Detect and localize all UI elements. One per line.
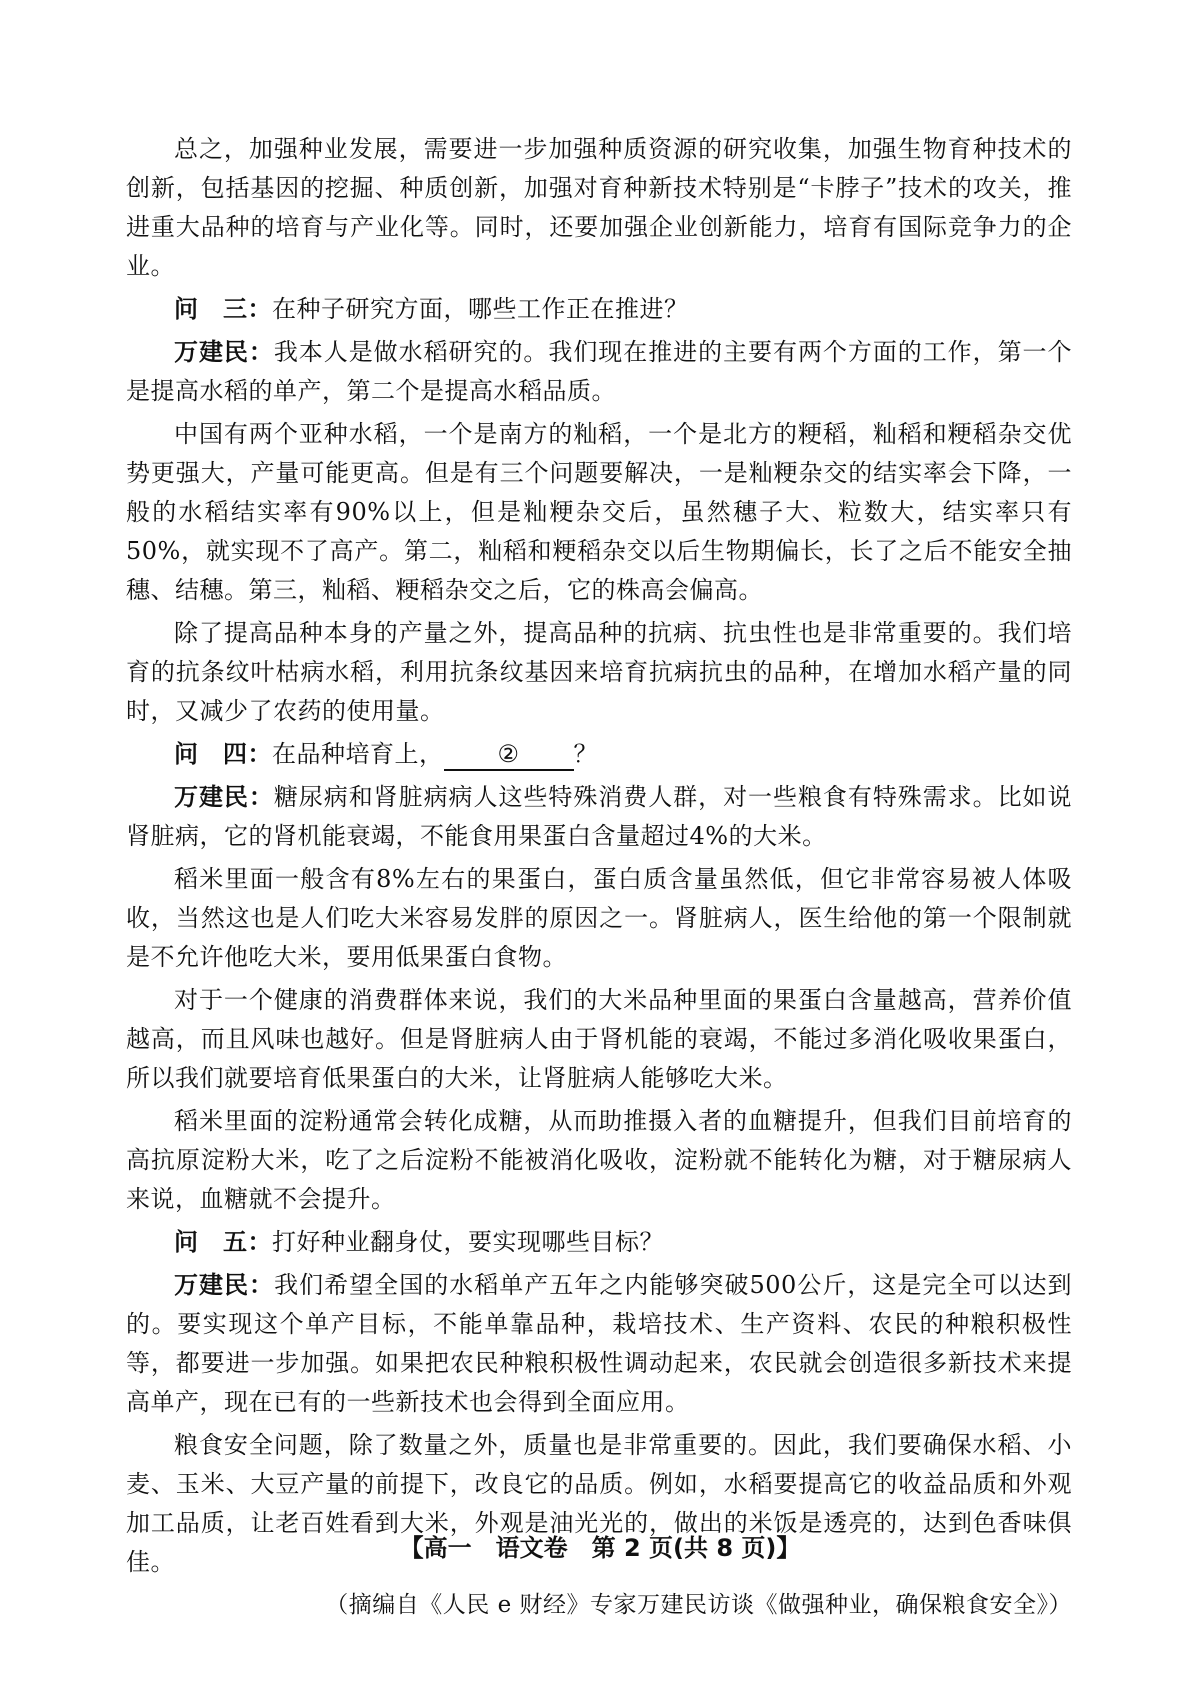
answer-four: [126, 778, 1072, 856]
question-five: [126, 1223, 1072, 1262]
paragraph-subspecies: 中国有两个亚种水稻，一个是南方的籼稻，一个是北方的粳稻，籼稻和粳稻杂交优势更强大，产量可能更高。但是有三个问题要解决，一是籼粳杂交的结实率会下降，一般的水稻结实率有90%以上，但是籼粳杂交后，虽然穗子大、粒数大，结实率只有50%，就实现不了高产。第二，籼稻和粳稻杂交以后生物期偏长，长了之后不能安全抽穗、结穗。第三，籼稻、粳稻杂交之后，它的株高会偏高。: [126, 420, 1072, 604]
speaker-label: 万建民：: [174, 783, 274, 811]
speaker-label: 问 三：: [174, 295, 272, 323]
speaker-label: 万建民：: [174, 338, 274, 366]
answer-text: 我们希望全国的水稻单产五年之内能够突破500公斤，这是完全可以达到的。要实现这个单产目标，不能单靠品种，栽培技术、生产资料、农民的种粮积极性等，都要进一步加强。如果把农民种粮积极性调动起来，农民就会创造很多新技术来提高单产，现在已有的一些新技术也会得到全面应用。: [126, 1271, 1073, 1416]
paragraph-healthy-consumers: 对于一个健康的消费群体来说，我们的大米品种里面的果蛋白含量越高，营养价值越高，而且风味也越好。但是肾脏病人由于肾机能的衰竭，不能过多消化吸收果蛋白，所以我们就要培育低果蛋白的大米，让肾脏病人能够吃大米。: [126, 986, 1072, 1092]
speaker-label: 问 四：: [174, 740, 272, 768]
paragraph-starch: 稻米里面的淀粉通常会转化成糖，从而助推摄入者的血糖提升，但我们目前培育的高抗原淀粉大米，吃了之后淀粉不能被消化吸收，淀粉就不能转化为糖，对于糖尿病人来说，血糖就不会提升。: [126, 1107, 1072, 1213]
answer-text: 糖尿病和肾脏病病人这些特殊消费人群，对一些粮食有特殊需求。比如说肾脏病，它的肾机能衰竭，不能食用果蛋白含量超过4%的大米。: [126, 783, 1073, 850]
article-body: [126, 130, 1072, 1625]
answer-text: 我本人是做水稻研究的。我们现在推进的主要有两个方面的工作，第一个是提高水稻的单产，第二个是提高水稻品质。: [126, 338, 1073, 405]
page-footer: 【高一 语文卷 第 2 页(共 8 页)】: [399, 1534, 801, 1562]
question-mark: ？: [573, 740, 598, 768]
paragraph-disease-resistance: 除了提高品种本身的产量之外，提高品种的抗病、抗虫性也是非常重要的。我们培育的抗条纹叶枯病水稻，利用抗条纹基因来培育抗病抗虫的品种，在增加水稻产量的同时，又减少了农药的使用量。: [126, 619, 1072, 725]
paragraph-protein: 稻米里面一般含有8%左右的果蛋白，蛋白质含量虽然低，但它非常容易被人体吸收，当然这也是人们吃大米容易发胖的原因之一。肾脏病人，医生给他的第一个限制就是不允许他吃大米，要用低果蛋白食物。: [126, 865, 1072, 971]
question-text: 打好种业翻身仗，要实现哪些目标？: [272, 1228, 664, 1256]
question-four: [126, 735, 1072, 774]
question-text: 在种子研究方面，哪些工作正在推进？: [272, 295, 689, 323]
question-text: 在品种培育上，: [272, 740, 444, 768]
paragraph-conclusion: 总之，加强种业发展，需要进一步加强种质资源的研究收集，加强生物育种技术的创新，包括基因的挖掘、种质创新，加强对育种新技术特别是“卡脖子”技术的攻关，推进重大品种的培育与产业化等。同时，还要加强企业创新能力，培育有国际竞争力的企业。: [126, 135, 1072, 280]
paragraph-food-quality: 粮食安全问题，除了数量之外，质量也是非常重要的。因此，我们要确保水稻、小麦、玉米、大豆产量的前提下，改良它的品质。例如，水稻要提高它的收益品质和外观加工品质，让老百姓看到大米，外观是油光光的，做出的米饭是透亮的，达到色香味俱佳。: [126, 1431, 1072, 1576]
answer-three: [126, 333, 1072, 411]
answer-five: [126, 1266, 1072, 1422]
source-citation: （摘编自《人民 e 财经》专家万建民访谈《做强种业，确保粮食安全》）: [325, 1592, 1072, 1618]
question-three: [126, 290, 1072, 329]
speaker-label: 万建民：: [174, 1271, 275, 1299]
speaker-label: 问 五：: [174, 1228, 272, 1256]
fill-in-blank: ②: [444, 739, 574, 771]
